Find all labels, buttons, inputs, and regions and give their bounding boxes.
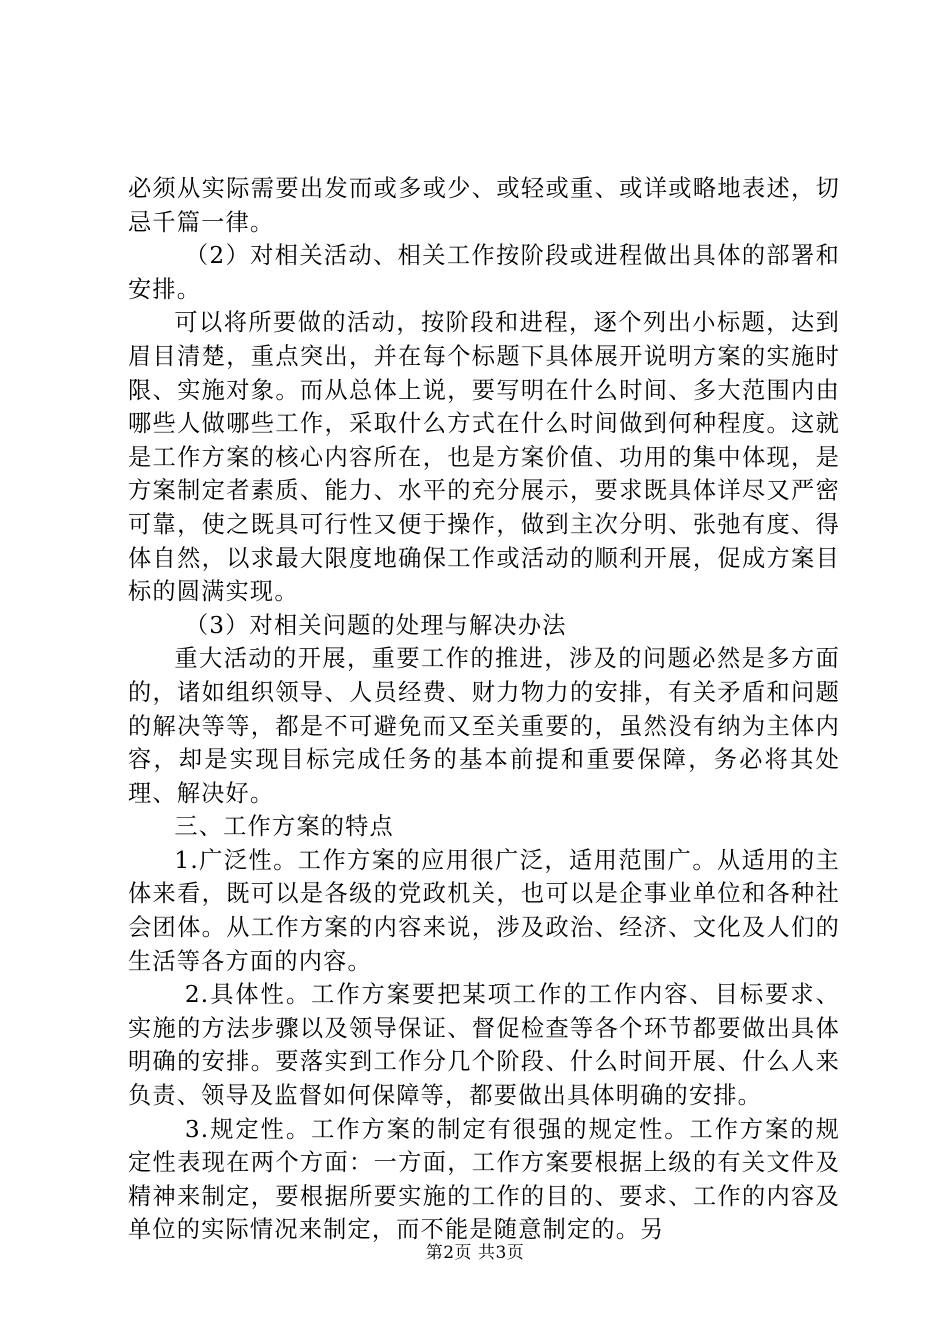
paragraph-feature-3: 3.规定性。工作方案的制定有很强的规定性。工作方案的规定性表现在两个方面：一方面，工作方案要根据上级的有关文件及精神来制定，要根据所要实施的工作的目的、要求、工作的内容及单位的实际情况来制定，而不能是随意制定的。另 <box>128 1115 840 1244</box>
paragraph-feature-2: 2.具体性。工作方案要把某项工作的工作内容、目标要求、实施的方法步骤以及领导保证、督促检查等各个环节都要做出具体明确的安排。要落实到工作分几个阶段、什么时间开展、什么人来负责、领导及监督如何保障等，都要做出具体明确的安排。 <box>128 981 840 1110</box>
document-body <box>128 172 840 1247</box>
page-footer <box>0 1243 950 1263</box>
paragraph-2: （2）对相关活动、相关工作按阶段或进程做出具体的部署和安排。 <box>128 242 840 303</box>
section-heading-features: 三、工作方案的特点 <box>174 813 394 841</box>
paragraph-3: 可以将所要做的活动，按阶段和进程，逐个列出小标题，达到眉目清楚，重点突出，并在每个标题下具体展开说明方案的实施时限、实施对象。而从总体上说，要写明在什么时间、多大范围内由哪些人做哪些工作，采取什么方式在什么时间做到何种程度。这就是工作方案的核心内容所在，也是方案价值、功用的集中体现，是方案制定者素质、能力、水平的充分展示，要求既具体详尽又严密可靠，使之既具可行性又便于操作，做到主次分明、张弛有度、得体自然，以求最大限度地确保工作或活动的顺利开展，促成方案目标的圆满实现。 <box>128 309 840 606</box>
paragraph-5: 重大活动的开展，重要工作的推进，涉及的问题必然是多方面的，诸如组织领导、人员经费、财力物力的安排，有关矛盾和问题的解决等等，都是不可避免而又至关重要的，虽然没有纳为主体内容，却是实现目标完成任务的基本前提和重要保障，务必将其处理、解决好。 <box>128 645 840 807</box>
page-number-label: 第2页 共3页 <box>425 1243 525 1263</box>
paragraph-4-heading: （3）对相关问题的处理与解决办法 <box>184 611 567 639</box>
paragraph-feature-1: 1.广泛性。工作方案的应用很广泛，适用范围广。从适用的主体来看，既可以是各级的党政机关，也可以是企事业单位和各种社会团体。从工作方案的内容来说，涉及政治、经济、文化及人们的生活等各方面的内容。 <box>128 846 840 975</box>
paragraph-1: 必须从实际需要出发而或多或少、或轻或重、或详或略地表述，切忌千篇一律。 <box>128 175 840 236</box>
